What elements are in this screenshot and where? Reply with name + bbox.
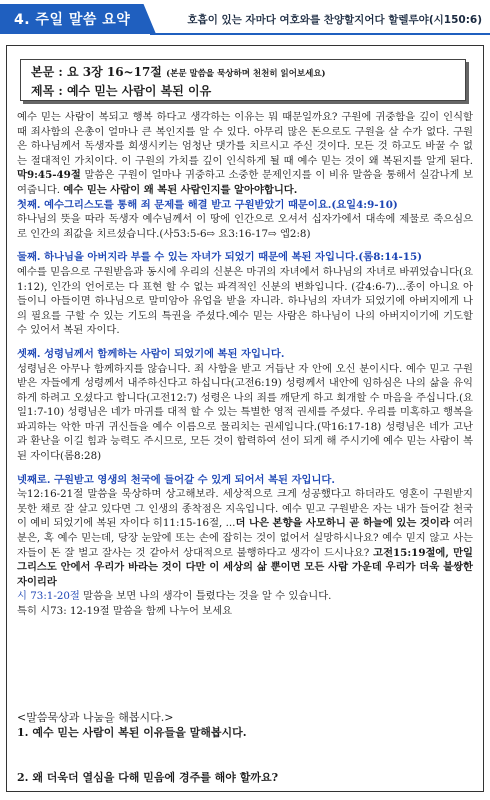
scripture-box	[20, 59, 466, 101]
question-2: 2. 왜 더욱더 열심을 다해 믿음에 경주를 해야 할까요?	[17, 771, 279, 784]
point-heading-1: 첫째. 예수그리스도를 통해 죄 문제를 해결 받고 구원받았기 때문이요.(요일4:9-10)	[17, 198, 398, 211]
point-heading-4: 넷째로. 구원받고 영생의 천국에 들어갈 수 있게 되어서 복된 자입니다.	[17, 473, 335, 486]
point-body-2: 예수를 믿음으로 구원받음과 동시에 우리의 신분은 마귀의 자녀에서 하나님의 자녀로 바뀌었습니다(요1:12), 인간의 언어로는 다 표현 할 수 없는 파격적인 신분의 변화입니다. (갈4:6-7)...종이 아니요 아들이니 아들이면 하나님으로 말미암아 유업을 받을 자니라. 하나님의 자녀가 되었기에 아버지에게 나의 필요를 구할 수 있는 기도의 특권을 주셨다.예수 믿는 사람은 하나님이 나의 아버지이기에 기도할 수 있어서 복된 자이다.	[17, 265, 473, 337]
sermon-body	[17, 110, 473, 619]
intro-paragraph: 예수 믿는 사람이 복되고 행복 하다고 생각하는 이유는 뭐 때문일까요? 구원에 귀중함을 깊이 인식할 때 죄사함의 은총이 얼마나 큰 복인지를 알 수 있다. 아무리 많은 돈으로도 구원을 살 수가 없다. 구원은 하나님께서 독생자를 희생시키는 엄청난 댓가를 치르시고 주신 것이다. 모든 것 하고도 바꿀 수 없는 절대적인 가치이다. 이 구원의 가치를 깊이 인식하게 될 때 예수 믿는 것이 왜 복된지를 알게 된다. 막9:45-49절 말씀은 구원이 얼마나 귀중하고 소중한 문제인지를 이 비유 말씀을 통해서 실감나게 보여줍니다. 예수 믿는 사람이 왜 복된 사람인지를 알아야합니다.	[17, 111, 473, 196]
point-body-4: 눅12:16-21절 말씀을 묵상하며 상고해보라. 세상적으로 크게 성공했다고 하더라도 영혼이 구원받지 못한 채로 잘 살고 있다면 그 인생의 종착점은 지옥입니다. 예수 믿고 구원받은 자는 내가 들어갈 천국이 예비 되었기에 복된 자이다 히11:15-16절, ...더 나은 본향을 사모하니 곧 하늘에 있는 것이라 여러분은, 혹 예수 믿는데, 당장 눈앞에 또는 손에 잡히는 것이 없어서 실망하시나요? 예수 믿지 않고 사는 자들이 돈 잘 벌고 잘사는 것 같아서 상대적으로 불행하다고 생각이 드시나요? 고전15:19절에, 만일 그리스도 안에서 우리가 바라는 것이 다만 이 세상의 삶 뿐이면 모든 사람 가운데 우리가 더욱 불쌍한 자이리라 시 73:1-20절 말씀을 보면 나의 생각이 틀렸다는 것을 알 수 있습니다.	[17, 488, 474, 603]
header	[0, 0, 490, 36]
header-divider	[150, 33, 490, 35]
section-title: 4. 주일 말씀 요약	[14, 12, 131, 28]
point-body-1: 하나님의 뜻을 따라 독생자 예수님께서 이 땅에 인간으로 오셔서 십자가에서 대속에 제물로 죽으심으로 인간의 죄값을 치르셨습니다.(사53:5-6⇨ 요3:16-17⇨ 엡2:8)	[17, 213, 473, 240]
point-body-3: 성령님은 아무나 함께하지를 않습니다. 죄 사함을 받고 거듭난 자 안에 오신 분이시다. 예수 믿고 구원받은 자들에게 성령께서 내주하신다고 하십니다(고전6:19) 성령께서 내안에 임하심은 나의 삶을 유익하게 하려고 오셨다고 합니다(고전12:7) 성령은 나의 죄를 깨닫게 하고 회개할 수 마음을 주십니다.(요일1:7-10) 성령님은 네가 마귀를 대적 할 수 있는 특별한 영적 권세를 주셨다. 우리를 미혹하고 행복을 파괴하는 악한 마귀 귀신들을 예수 이름으로 물리치는 권세입니다.(막16:17-18) 성령님은 네가 고난과 환난을 이길 힘과 능력도 주시므로, 모든 것이 합력하여 선이 되게 해 주시기에 예수 믿는 사람이 복된 자이다(롬8:28)	[17, 362, 473, 463]
sermon-title: 제목 : 예수 믿는 사람이 복된 이유	[31, 84, 212, 98]
point-heading-2: 둘째. 하나님을 아버지라 부를 수 있는 자녀가 되었기 때문에 복된 자입니다.(롬8:14-15)	[17, 251, 423, 264]
scripture-text-row	[31, 64, 465, 83]
discussion-heading: <말씀묵상과 나눔을 해봅시다.>	[17, 711, 174, 724]
scripture-note: (본문 말씀을 묵상하며 천천히 읽어보세요)	[166, 69, 326, 79]
point-heading-3: 셋째. 성령님께서 함께하는 사람이 되었기에 복된 자입니다.	[17, 347, 285, 360]
discussion-section	[17, 710, 473, 785]
closing-line: 특히 시73: 12-19절 말씀을 함께 나누어 보세요	[17, 605, 233, 617]
header-verse: 호흡이 있는 자마다 여호와를 찬양할지어다 할렐루야(시150:6)	[187, 14, 482, 26]
scripture-reference: 본문 : 요 3장 16~17절	[31, 65, 162, 79]
question-1: 1. 예수 믿는 사람이 복된 이유들을 말해봅시다.	[17, 726, 247, 739]
